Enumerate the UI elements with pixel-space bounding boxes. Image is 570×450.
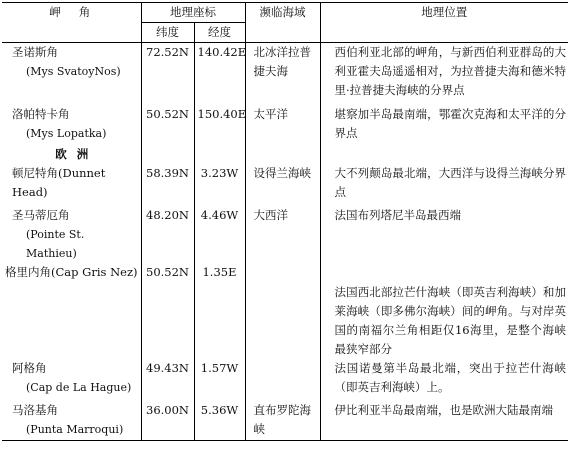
table-row	[2, 401, 568, 441]
longitude-cell: 140.42E	[194, 43, 245, 105]
cape-name: 洛帕特卡角	[12, 106, 70, 121]
cape-name: 圣马蒂厄角	[12, 207, 70, 222]
latitude-cell: 48.20N	[141, 206, 194, 263]
sea-cell: 设得兰海峡	[245, 164, 320, 206]
table-row	[2, 164, 568, 206]
cape-name-en: (Punta Marroqui)	[26, 422, 124, 436]
cape-name: 马洛基角	[12, 402, 58, 417]
header-location: 地理位置	[320, 3, 568, 43]
location-cell: 伊比利亚半岛最南端，也是欧洲大陆最南端	[320, 401, 568, 441]
longitude-cell: 3.23W	[194, 164, 245, 206]
header-latitude: 纬度	[141, 23, 194, 43]
cape-name: 格里内角(Cap Gris Nez)	[5, 264, 138, 279]
table-row	[2, 359, 568, 401]
cape-name: 阿格角	[12, 360, 47, 375]
longitude-cell: 150.40E	[194, 105, 245, 145]
cape-name: 顿尼特角(Dunnet Head)	[12, 165, 106, 199]
latitude-cell: 49.43N	[141, 359, 194, 401]
capes-table	[2, 2, 568, 441]
cape-name-en: (Mys SvatoyNos)	[26, 65, 121, 78]
sea-cell: 北冰洋拉普捷夫海	[245, 43, 320, 105]
location-cell: 大不列颠岛最北端，大西洋与设得兰海峡分界点	[320, 164, 568, 206]
table-row	[2, 206, 568, 263]
longitude-cell: 1.57W	[194, 359, 245, 401]
location-cell: 法国布列塔尼半岛最西端	[320, 206, 568, 263]
header-sea: 濒临海域	[245, 3, 320, 43]
sea-cell	[245, 263, 320, 359]
latitude-cell: 36.00N	[141, 401, 194, 441]
longitude-cell: 4.46W	[194, 206, 245, 263]
location-cell: 法国西北部拉芒什海峡（即英吉利海峡）和加莱海峡（即多佛尔海峡）间的岬角。与对岸英国的南福尔兰角相距仅16海里，是整个海峡最狭窄部分	[320, 263, 568, 359]
latitude-cell: 58.39N	[141, 164, 194, 206]
header-cape: 岬角	[2, 3, 141, 43]
location-cell: 法国诺曼第半岛最北端，突出于拉芒什海峡（即英吉利海峡）上。	[320, 359, 568, 401]
header-longitude: 经度	[194, 23, 245, 43]
cape-name: 圣诺斯角	[12, 45, 58, 59]
latitude-cell: 50.52N	[141, 263, 194, 359]
sea-cell: 大西洋	[245, 206, 320, 263]
cape-name-en: (Mys Lopatka)	[26, 126, 107, 140]
table-row	[2, 263, 568, 359]
header-coords: 地理座标	[141, 3, 245, 23]
cape-name-en: (Pointe St. Mathieu)	[26, 227, 85, 260]
sea-cell	[245, 359, 320, 401]
location-cell: 西伯利亚北部的岬角，与新西伯利亚群岛的大利亚霍夫岛遥遥相对，为拉普捷夫海和德米特里·拉普捷夫海峡的分界点	[320, 43, 568, 105]
table-row	[2, 105, 568, 145]
table-row	[2, 43, 568, 105]
sea-cell: 太平洋	[245, 105, 320, 145]
longitude-cell: 1.35E	[194, 263, 245, 359]
latitude-cell: 72.52N	[141, 43, 194, 105]
longitude-cell: 5.36W	[194, 401, 245, 441]
location-cell: 堪察加半岛最南端，鄂霍次克海和太平洋的分界点	[320, 105, 568, 145]
sea-cell: 直布罗陀海峡	[245, 401, 320, 441]
cape-name-en: (Cap de La Hague)	[26, 380, 132, 394]
latitude-cell: 50.52N	[141, 105, 194, 145]
section-row	[2, 145, 568, 164]
section-title-europe: 欧洲	[55, 146, 99, 161]
